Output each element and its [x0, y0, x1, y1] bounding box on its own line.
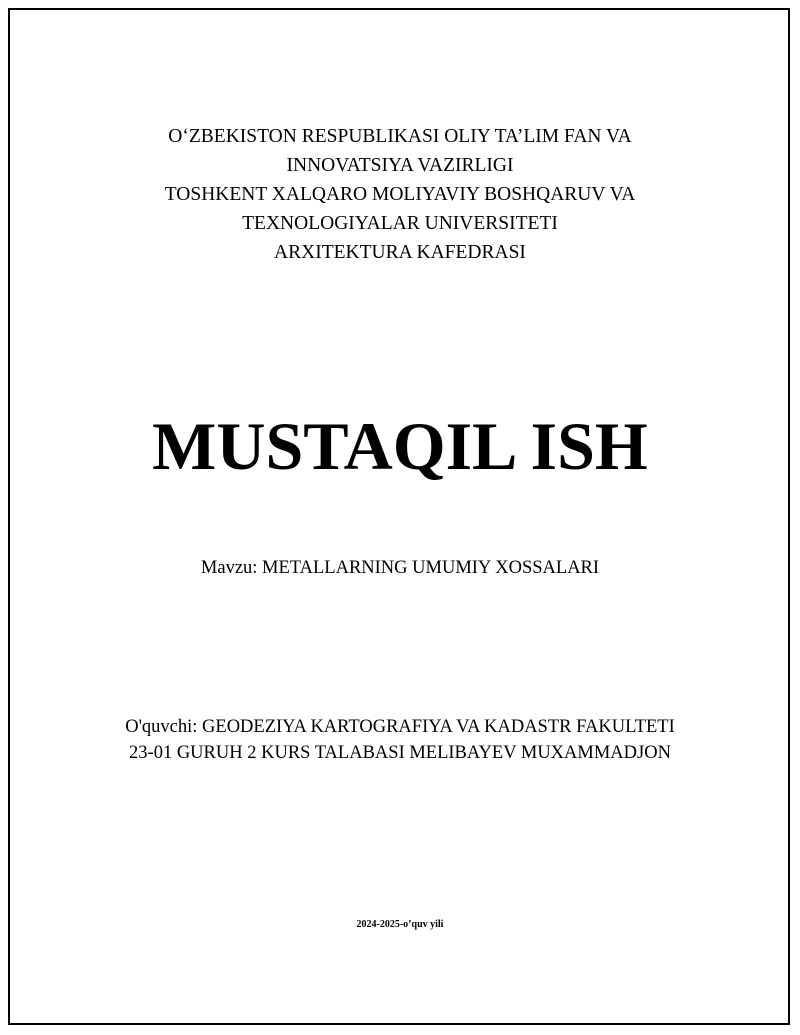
student-info	[0, 714, 800, 766]
document-title: MUSTAQIL ISH	[152, 408, 648, 484]
header-line-university-1: TOSHKENT XALQARO MOLIYAVIY BOSHQARUV VA	[164, 184, 636, 205]
header-line-ministry-2: INNOVATSIYA VAZIRLIGI	[286, 155, 514, 176]
student-group-line: 23-01 GURUH 2 KURS TALABASI MELIBAYEV MUXAMMADJON	[129, 743, 671, 763]
academic-year: 2024-2025-o’quv yili	[356, 919, 444, 930]
student-faculty-line: O'quvchi: GEODEZIYA KARTOGRAFIYA VA KADASTR FAKULTETI	[125, 717, 675, 737]
header-line-ministry-1: O‘ZBEKISTON RESPUBLIKASI OLIY TA’LIM FAN VA	[168, 126, 632, 147]
header-line-department: ARXITEKTURA KAFEDRASI	[274, 242, 526, 263]
header-line-university-2: TEXNOLOGIYALAR UNIVERSITETI	[242, 213, 558, 234]
topic-line: Mavzu: METALLARNING UMUMIY XOSSALARI	[200, 558, 600, 578]
institution-header	[0, 122, 800, 267]
